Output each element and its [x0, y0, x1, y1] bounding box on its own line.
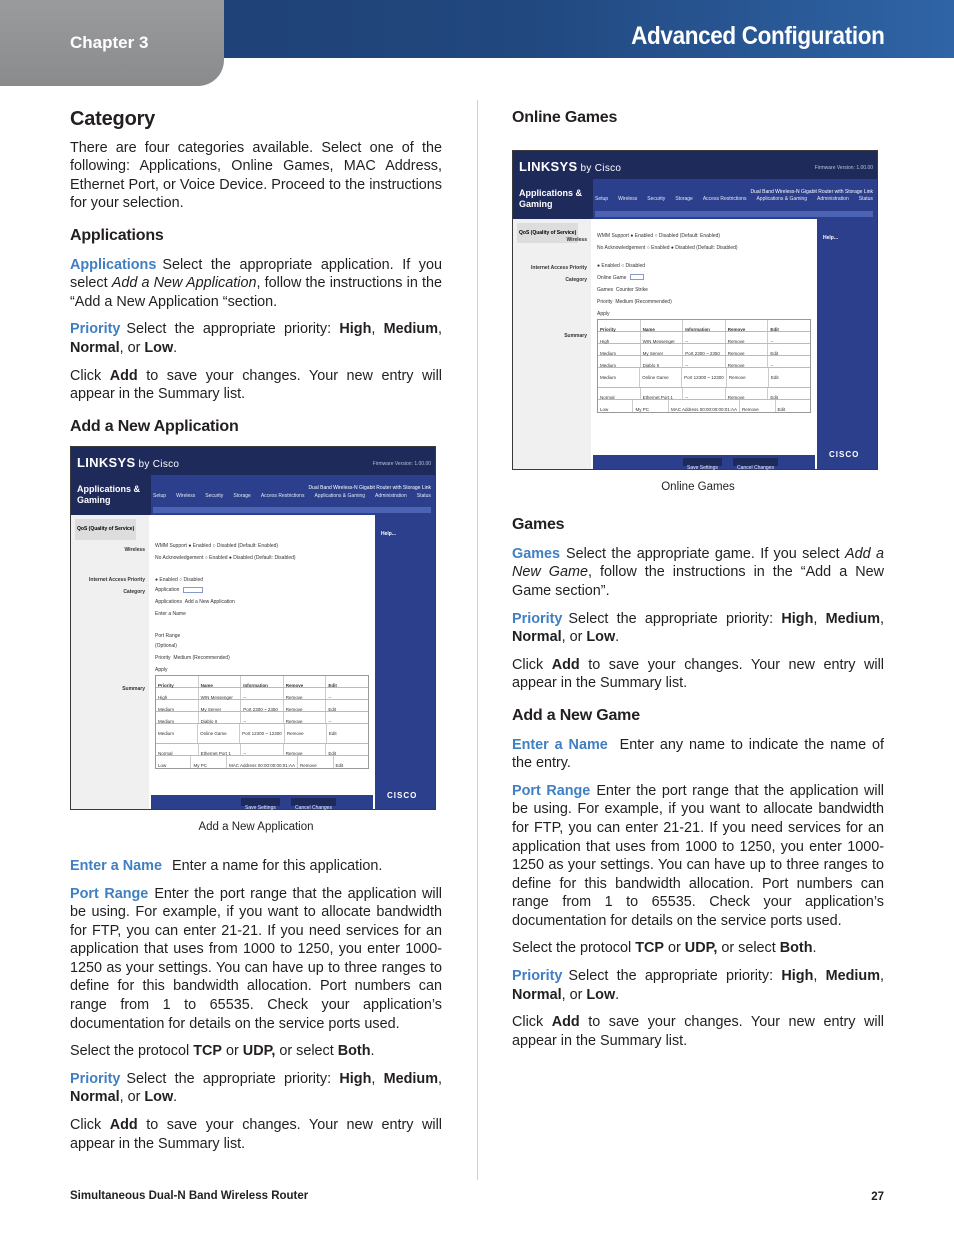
logo-text: LINKSYS [519, 158, 578, 174]
port-range-text: Enter the port range that the application will be using. For example, if you want to allocate bandwidth for FTP, you can enter 21-21. If you need services for an application that uses from 1000 to 1250, you enter 1000-1250 as your settings. You can have up to three ranges to define for this bandwidth allocation. Port numbers can range from 1 to 65535. Check your application’s documentation for details on the service ports used. [512, 782, 884, 929]
period: . [173, 1089, 178, 1106]
tab-storage: Storage [233, 492, 251, 499]
click-add2-paragraph [70, 1116, 442, 1153]
priority2-paragraph [70, 1070, 442, 1107]
cell: Remove [284, 712, 327, 723]
add-bold: Add [109, 367, 138, 384]
summary-table [155, 675, 369, 769]
online-games-heading: Online Games [512, 109, 618, 126]
period: . [370, 1043, 375, 1060]
cell: Normal [156, 744, 199, 755]
shot-help-pane [375, 515, 435, 809]
help-label: Help... [381, 531, 397, 538]
port-range-term: Port Range [70, 885, 149, 902]
model-label: Dual Band Wireless-N Gigabit Router with Storage Link [750, 188, 873, 195]
table-row [156, 688, 368, 700]
label-wireless: Wireless [124, 547, 145, 554]
cell: -- [770, 338, 774, 344]
th-remove: Remove [284, 676, 327, 687]
cell: Edit [770, 350, 779, 356]
enabled-row: ● Enabled ○ Disabled [597, 262, 646, 269]
online-games-screenshot [512, 150, 878, 470]
category-value: Application [155, 587, 180, 594]
port-range-term: Port Range [512, 782, 591, 799]
cell: Port 12300 ~ 12300 [240, 724, 285, 743]
sep: , [438, 321, 442, 338]
shot-footer [151, 795, 373, 812]
th-information: Information [683, 320, 726, 331]
label-iap: Internet Access Priority [531, 264, 587, 271]
logo-by: by Cisco [577, 162, 622, 174]
sep: or [664, 940, 685, 957]
cell: Low [598, 400, 633, 412]
sep: , or [561, 629, 587, 646]
applications-label: Applications [155, 599, 182, 606]
priority-low: Low [144, 339, 174, 356]
priority2-term: Priority [70, 1070, 121, 1087]
cell: Ethernet Port 1 [641, 388, 684, 399]
period: . [615, 629, 620, 646]
applications-term: Applications [70, 256, 157, 273]
sep: , [880, 968, 884, 985]
shot-footer [593, 455, 815, 469]
cisco-logo: CISCO [829, 450, 860, 459]
table-row [598, 388, 810, 400]
priority-normal: Normal [70, 1089, 120, 1106]
save-settings-button: Save Settings [683, 458, 722, 466]
protocol-text: Select the protocol [512, 940, 636, 957]
sep: , or [561, 986, 587, 1003]
logo-text: LINKSYS [77, 455, 136, 471]
shot-subtabs [153, 507, 431, 513]
cell: Edit [328, 731, 337, 737]
cell: Remove [284, 700, 327, 711]
table-row [598, 332, 810, 344]
cell: Remove [726, 356, 769, 367]
priority-low: Low [586, 986, 616, 1003]
tab-apps-gaming: Applications & Gaming [756, 196, 808, 202]
add-application-screenshot [70, 446, 436, 810]
udp-bold: UDP, [242, 1043, 276, 1060]
cell: -- [683, 332, 726, 343]
cell: Medium [156, 724, 198, 743]
sep: , [371, 1070, 384, 1087]
tab-wireless: Wireless [618, 196, 638, 202]
applications-italic: Add a New Application [111, 275, 257, 292]
cell: Remove [726, 388, 769, 399]
cell: Edit [777, 406, 786, 412]
click-text: Click [512, 656, 552, 673]
games-row [597, 281, 811, 293]
click-text: Click [70, 367, 110, 384]
firmware-version: Firmware Version: 1.00.00 [372, 461, 431, 468]
logo-by: by Cisco [135, 459, 180, 471]
label-category: Category [123, 589, 145, 596]
tab-access: Access Restrictions [702, 196, 747, 202]
chapter-tab [0, 0, 224, 86]
label-iap: Internet Access Priority [89, 577, 145, 584]
tab-security: Security [647, 196, 666, 202]
table-row [156, 756, 368, 768]
th-priority: Priority [156, 676, 199, 687]
cell: Online Game [640, 368, 682, 387]
noack-row: No Acknowledgement ○ Enabled ● Disabled (Default: Disabled) [597, 244, 738, 251]
table-row [156, 744, 368, 756]
click-text: to save your changes. Your new entry will appear in the Summary list. [70, 367, 442, 403]
enter-name-paragraph-right [512, 736, 884, 773]
priority-high: High [781, 610, 814, 627]
enter-name-paragraph [70, 857, 442, 876]
table-row [156, 724, 368, 744]
cell: Remove [284, 744, 327, 755]
shot-tabs [153, 487, 431, 506]
priority-normal: Normal [512, 986, 562, 1003]
tab-admin: Administration [817, 196, 849, 202]
cell: Medium [598, 344, 641, 355]
priority2-text: Select the appropriate priority: [126, 1070, 340, 1087]
period: . [615, 986, 620, 1003]
cell: Port 2300 ~ 2350 [241, 700, 284, 711]
priority-label: Priority [155, 655, 171, 662]
sep: , or [119, 339, 145, 356]
shot-main-pane [151, 515, 373, 795]
priority-normal: Normal [70, 339, 120, 356]
cell: Ethernet Port 1 [199, 744, 242, 755]
priority-high: High [339, 1070, 372, 1087]
model-label: Dual Band Wireless-N Gigabit Router with Storage Link [308, 485, 431, 492]
cell: Port 2300 ~ 2350 [683, 344, 726, 355]
click-text: Click [70, 1117, 110, 1134]
cell: WIN Messenger [641, 332, 684, 343]
help-label: Help... [823, 234, 839, 241]
priority-select: Medium (Recommended) [615, 298, 672, 305]
port-range-text: Enter the port range that the application will be using. For example, if you want to allocate bandwidth for FTP, you can enter 21-21. If you need services for an application that uses from 1000 to 1250, you enter 1000-1250 as your settings. You can have up to three ranges to define for this bandwidth allocation. Port numbers can range from 1 to 65535. Check your application’s documentation for details on the service ports used. [70, 885, 442, 1032]
apply-button: Apply [155, 667, 168, 674]
column-divider [477, 100, 478, 1180]
chapter-label: Chapter 3 [70, 33, 149, 52]
cisco-logo: CISCO [387, 790, 418, 800]
cell: Medium [156, 700, 199, 711]
priority2-text: Select the appropriate priority: [568, 968, 782, 985]
games-text-1: Select the appropriate game. If you select [566, 545, 846, 562]
cell: Edit [328, 707, 337, 713]
th-name: Name [641, 320, 684, 331]
cell: Medium [598, 356, 641, 367]
optional-label: (Optional) [155, 643, 177, 650]
games-term: Games [512, 545, 560, 562]
table-row [598, 344, 810, 356]
applications-text-1: Select the appropriate application. If you select [70, 256, 442, 292]
shot-topbar [71, 447, 435, 475]
applications-text-2: , follow the instructions in the “Add a New Application “section. [70, 275, 442, 310]
priority-row [597, 293, 811, 305]
sep: , [813, 968, 826, 985]
tab-security: Security [205, 492, 224, 499]
port-range-paragraph [70, 885, 442, 1034]
shot-help-pane [817, 219, 877, 469]
category-select [183, 587, 203, 593]
both-bold: Both [779, 940, 813, 957]
tab-wireless: Wireless [176, 492, 196, 499]
category-select [630, 274, 644, 280]
shot-left-pane [71, 515, 149, 809]
sep: , [880, 610, 884, 627]
priority-text: Select the appropriate priority: [126, 321, 340, 338]
cell: Remove [298, 756, 333, 768]
save-settings-button: Save Settings [241, 798, 280, 806]
priority-text: Select the appropriate priority: [568, 610, 782, 627]
linksys-logo [519, 158, 621, 179]
cell: Remove [726, 344, 769, 355]
enter-name-label: Enter a Name [155, 611, 186, 618]
priority-low: Low [586, 629, 616, 646]
sep: , [438, 1070, 442, 1087]
qos-label: QoS (Quality of Service) [75, 519, 136, 540]
applications-paragraph [70, 256, 442, 312]
sep: , [371, 321, 384, 338]
shot-nav-band [513, 179, 877, 219]
tab-access: Access Restrictions [260, 492, 305, 499]
tab-setup: Setup [595, 196, 609, 202]
noack-row: No Acknowledgement ○ Enabled ● Disabled (Default: Disabled) [155, 555, 296, 562]
priority2-term: Priority [512, 968, 563, 985]
games-heading: Games [512, 516, 565, 534]
enter-name-text: Enter a name for this application. [171, 857, 383, 874]
application-select: Add a New Application [184, 599, 235, 606]
shot-nav-band [71, 475, 435, 515]
priority-low: Low [144, 1089, 174, 1106]
click-text: to save your changes. Your new entry will appear in the Summary list. [512, 656, 884, 692]
priority-term: Priority [70, 321, 121, 338]
port-range-label: Port Range [155, 633, 181, 640]
tcp-bold: TCP [635, 940, 664, 957]
enabled-row: ● Enabled ○ Disabled [155, 577, 204, 584]
cancel-changes-button: Cancel Changes [291, 798, 336, 806]
tab-storage: Storage [675, 196, 693, 202]
firmware-version: Firmware Version: 1.00.00 [814, 164, 873, 171]
game-select: Counter Strike [615, 286, 648, 293]
tab-setup: Setup [153, 492, 167, 499]
add-bold: Add [551, 1014, 580, 1031]
label-summary: Summary [122, 686, 145, 693]
priority-term: Priority [512, 610, 563, 627]
cell: Diablo II [199, 712, 242, 723]
enter-name-text: Enter any name to indicate the name of the entry. [512, 736, 884, 772]
sep: or [222, 1043, 243, 1060]
label-wireless: Wireless [566, 236, 587, 243]
tab-apps-gaming: Applications & Gaming [314, 492, 366, 499]
priority-label: Priority [597, 298, 613, 305]
games-label: Games [597, 286, 614, 293]
protocol-paragraph-right [512, 939, 884, 958]
both-bold: Both [337, 1043, 371, 1060]
online-games-caption: Online Games [661, 480, 735, 493]
cell: Medium [156, 712, 199, 723]
linksys-logo [77, 454, 179, 475]
cell: -- [683, 356, 726, 367]
summary-head [598, 320, 810, 332]
sep: , or [119, 1089, 145, 1106]
category-select-row [155, 581, 369, 594]
category-value: Online Game [597, 274, 627, 281]
add-bold: Add [551, 656, 580, 673]
wmm-row: WMM Support ● Enabled ○ Disabled (Default: Enabled) [597, 232, 721, 239]
click-add2-paragraph-right [512, 1013, 884, 1050]
cancel-changes-button: Cancel Changes [733, 458, 778, 466]
cell: -- [241, 688, 284, 699]
left-column [70, 100, 442, 1162]
priority-select: Medium (Recommended) [173, 655, 230, 662]
add-game-heading: Add a New Game [512, 706, 640, 724]
cell: -- [328, 695, 332, 701]
cell: Edit [770, 394, 779, 400]
cell: My Server [199, 700, 242, 711]
click-text: to save your changes. Your new entry will appear in the Summary list. [70, 1117, 442, 1152]
sep: , [813, 610, 826, 627]
th-edit: Edit [328, 683, 337, 689]
cell: My PC [191, 756, 226, 768]
udp-bold: UDP, [684, 940, 718, 957]
qos-label: QoS (Quality of Service) [517, 223, 578, 244]
th-priority: Priority [598, 320, 641, 331]
cell: High [156, 688, 199, 699]
priority-high: High [781, 968, 814, 985]
table-row [598, 368, 810, 388]
label-category: Category [565, 276, 587, 283]
cell: -- [241, 712, 284, 723]
tab-admin: Administration [375, 492, 407, 499]
cell: MAC Address 00:00:00:00:01:AA [227, 756, 298, 768]
tab-status: Status [858, 196, 873, 202]
summary-table [597, 319, 811, 413]
cell: Remove [740, 400, 775, 412]
label-summary: Summary [564, 332, 587, 339]
priority-normal: Normal [512, 629, 562, 646]
cell: Edit [770, 374, 779, 380]
cell: Diablo II [641, 356, 684, 367]
apply-button: Apply [597, 310, 610, 317]
games-text-2: , follow the instructions in the “Add a New Game section”. [512, 564, 884, 599]
add-bold: Add [109, 1117, 138, 1134]
table-row [156, 712, 368, 724]
cell: Medium [598, 368, 640, 387]
click-add-paragraph-right [512, 656, 884, 693]
priority-paragraph [70, 320, 442, 357]
enter-name-term: Enter a Name [70, 857, 162, 874]
cell: Edit [328, 751, 337, 757]
category-heading: Category [70, 108, 156, 130]
priority-medium: Medium [383, 321, 438, 338]
cell: My Server [641, 344, 684, 355]
cell: WIN Messenger [199, 688, 242, 699]
port-range-paragraph-right [512, 782, 884, 931]
category-text: There are four categories available. Select one of the following: Applications, Online Games, MAC Address, Ethernet Port, or Voice Device. Proceed to the instructions for your selection. [70, 139, 442, 212]
period: . [812, 940, 817, 957]
cell: High [598, 332, 641, 343]
period: . [173, 339, 178, 356]
page-title: Advanced Configuration [630, 22, 884, 50]
shot-main-pane [593, 219, 815, 455]
protocol-paragraph [70, 1042, 442, 1061]
cell: -- [328, 719, 332, 725]
cell: MAC Address 00:00:00:00:01:AA [669, 400, 740, 412]
shot-left-pane [513, 219, 591, 469]
cell: Normal [598, 388, 641, 399]
th-information: Information [241, 676, 284, 687]
cell: Remove [727, 368, 769, 387]
th-edit: Edit [770, 326, 779, 332]
shot-subtabs [595, 211, 873, 217]
section-label: Applications & Gaming [513, 179, 593, 219]
enter-name-term: Enter a Name [512, 736, 608, 753]
click-text: Click [512, 1014, 552, 1031]
cell: -- [241, 744, 284, 755]
cell: Online Game [198, 724, 240, 743]
games-italic: Add a New Game [512, 545, 884, 581]
cell: -- [683, 388, 726, 399]
cell: -- [770, 362, 774, 368]
page-number: 27 [871, 1191, 884, 1203]
category-select-row [597, 269, 811, 281]
tab-status: Status [416, 492, 431, 499]
applications-row [155, 593, 369, 606]
footer-product: Simultaneous Dual-N Band Wireless Router [70, 1190, 309, 1202]
click-add-paragraph [70, 367, 442, 404]
right-column [512, 100, 884, 1059]
cell: My PC [633, 400, 668, 412]
add-app-caption: Add a New Application [198, 821, 314, 834]
section-label: Applications & Gaming [71, 475, 151, 515]
priority-medium: Medium [383, 1070, 438, 1087]
shot-tabs [595, 190, 873, 209]
priority-paragraph-right [512, 610, 884, 647]
table-row [598, 400, 810, 412]
add-app-heading: Add a New Application [70, 417, 239, 435]
summary-head [156, 676, 368, 688]
tcp-bold: TCP [193, 1043, 222, 1060]
table-row [598, 356, 810, 368]
priority-medium: Medium [825, 968, 880, 985]
priority-medium: Medium [825, 610, 880, 627]
priority2-paragraph-right [512, 967, 884, 1004]
cell: Remove [726, 332, 769, 343]
click-text: to save your changes. Your new entry will appear in the Summary list. [512, 1014, 884, 1049]
cell: Port 12300 ~ 12300 [682, 368, 727, 387]
applications-heading: Applications [70, 226, 164, 244]
th-name: Name [199, 676, 242, 687]
th-remove: Remove [726, 320, 769, 331]
cell: Edit [335, 763, 344, 769]
priority-row [155, 649, 369, 662]
cell: Low [156, 756, 191, 768]
wmm-row: WMM Support ● Enabled ○ Disabled (Default: Enabled) [155, 543, 279, 550]
protocol-text: or select [275, 1043, 338, 1060]
priority-high: High [339, 321, 372, 338]
cell: Remove [284, 688, 327, 699]
protocol-text: Select the protocol [70, 1043, 194, 1060]
table-row [156, 700, 368, 712]
cell: Remove [285, 724, 327, 743]
protocol-text: or select [717, 940, 780, 957]
games-paragraph [512, 545, 884, 601]
shot-topbar [513, 151, 877, 179]
